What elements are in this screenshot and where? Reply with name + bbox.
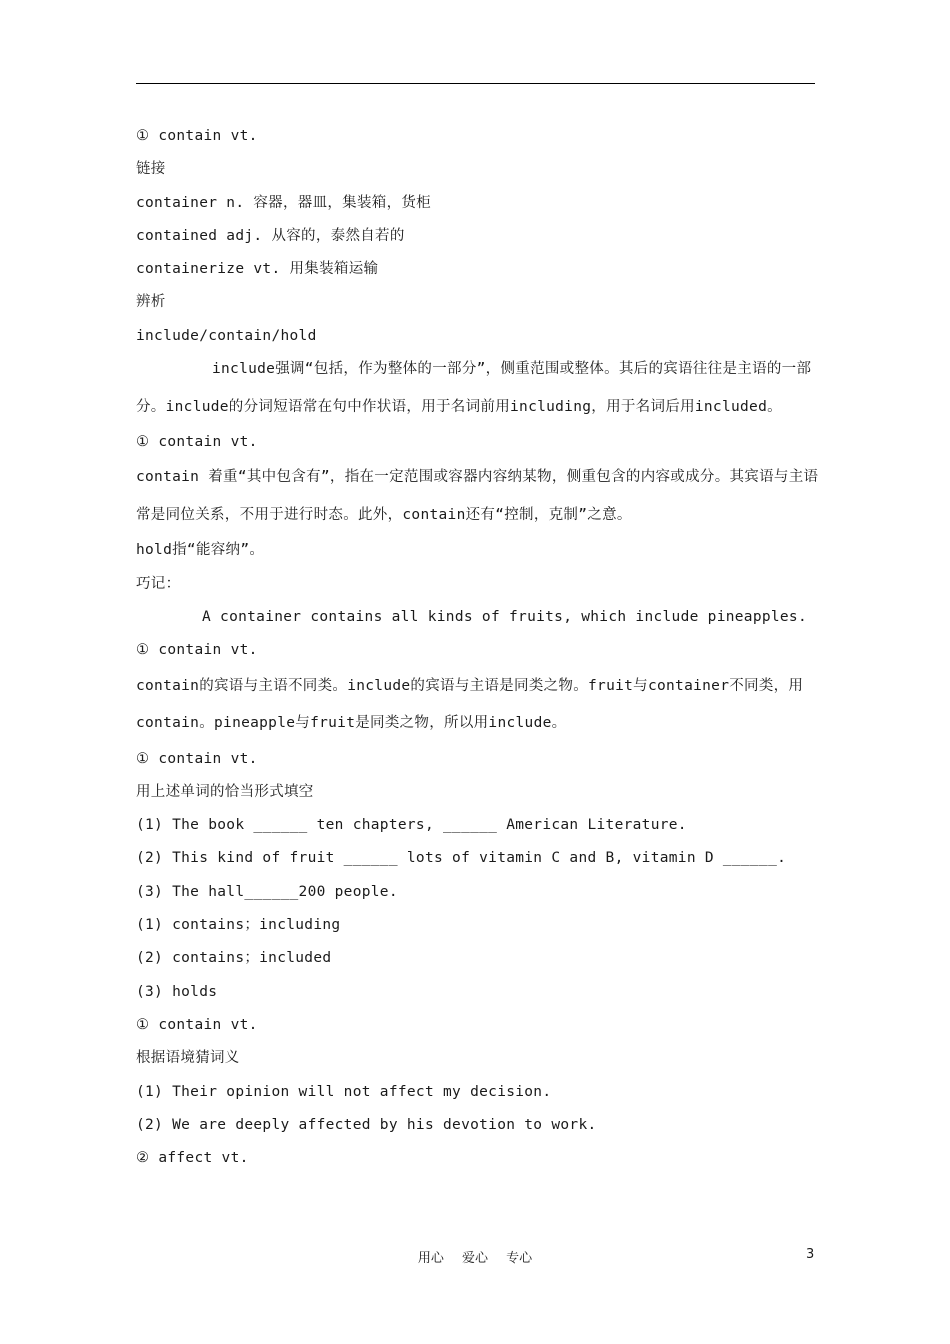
header-rule (136, 83, 815, 84)
section-heading: 根据语境猜词义 (136, 1050, 240, 1067)
text-line: 辨析 (136, 294, 166, 311)
exercise-item: (3) The hall______200 people. (136, 883, 398, 900)
example-sentence: A container contains all kinds of fruits, which include pineapples. (202, 608, 807, 625)
text-line: hold指“能容纳”。 (136, 542, 265, 559)
text-line: ① contain vt. (136, 128, 258, 144)
answer-item: (2) contains；included (136, 950, 332, 967)
answer-item: (1) contains；including (136, 917, 341, 934)
answer-item: (3) holds (136, 983, 218, 1000)
exercise-item: (2) We are deeply affected by his devotion to work. (136, 1116, 597, 1133)
footer-motto: 用心 爱心 专心 (417, 1251, 533, 1266)
text-line: ① contain vt. (136, 642, 258, 659)
text-line: ② affect vt. (136, 1150, 249, 1167)
exercise-item: (1) The book ______ ten chapters, ______ American Literature. (136, 817, 687, 834)
page-content (136, 120, 826, 1175)
text-line: include/contain/hold (136, 327, 317, 344)
text-line: container n. 容器，器皿，集装箱，货柜 (136, 194, 431, 211)
text-line: ① contain vt. (136, 1016, 258, 1033)
text-line: ① contain vt. (136, 434, 258, 451)
text-line: ① contain vt. (136, 750, 258, 767)
text-line: 链接 (136, 161, 166, 178)
section-heading: 用上述单词的恰当形式填空 (136, 783, 314, 800)
text-line: containerize vt. 用集装箱运输 (136, 261, 379, 278)
paragraph-explanation: contain的宾语与主语不同类。include的宾语与主语是同类之物。fruit与container不同类，用contain。pineapple与fruit是同类之物，所以用include。 (136, 677, 804, 732)
text-line: 巧记： (136, 575, 181, 592)
paragraph-contain: contain 着重“其中包含有”，指在一定范围或容器内容纳某物，侧重包含的内容或成分。其宾语与主语常是同位关系，不用于进行时态。此外，contain还有“控制，克制”之意。 (136, 469, 819, 523)
text-line: contained adj. 从容的，泰然自若的 (136, 227, 405, 244)
paragraph-include: include强调“包括，作为整体的一部分”，侧重范围或整体。其后的宾语往往是主语的一部分。include的分词短语常在句中作状语，用于名词前用including，用于名词后用included。 (136, 361, 812, 415)
page-number: 3 (806, 1247, 815, 1262)
exercise-item: (1) Their opinion will not affect my decision. (136, 1083, 552, 1100)
exercise-item: (2) This kind of fruit ______ lots of vitamin C and B, vitamin D ______. (136, 850, 787, 867)
